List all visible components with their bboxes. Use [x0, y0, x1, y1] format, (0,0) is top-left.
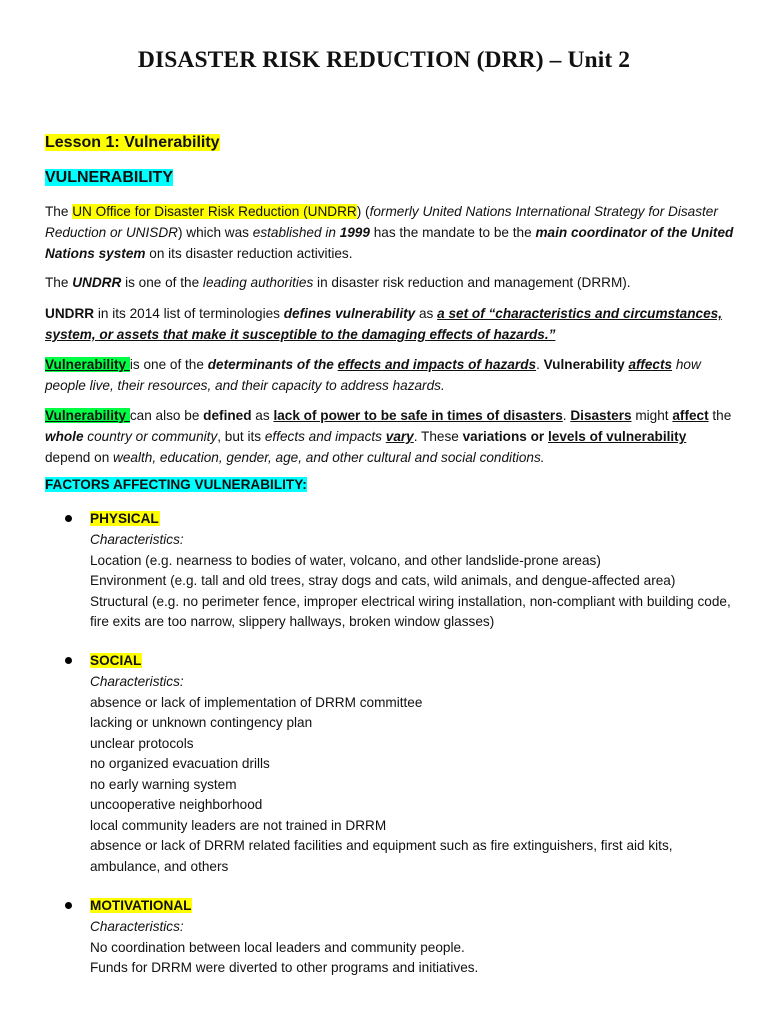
factor-physical-header: [65, 509, 735, 530]
factor-motivational-items: [90, 917, 735, 979]
list-item: no early warning system: [90, 776, 237, 792]
lesson-heading: [45, 134, 220, 152]
text-run: whole: [45, 429, 84, 444]
text-run: as: [251, 408, 274, 423]
text-run: UNDRR: [72, 275, 122, 290]
bullet-icon: [65, 515, 72, 522]
text-run: can also be: [129, 408, 204, 423]
text-run: on its disaster reduction activities.: [145, 246, 353, 261]
text-run: Vulnerability: [543, 357, 629, 372]
lesson-heading-text: Lesson 1: Vulnerability: [45, 134, 220, 151]
characteristics-label: Characteristics:: [90, 919, 184, 934]
paragraph-determinants: [45, 354, 735, 396]
paragraph-definition: [45, 303, 735, 345]
text-run: The: [45, 204, 73, 219]
list-item: Structural (e.g. no perimeter fence, improper electrical wiring installation, non-compliant with building code, fire exits are too narrow, slippery hallways, broken window glasses): [90, 593, 731, 629]
factor-physical-label: [90, 509, 160, 530]
text-run: determinants of the: [207, 357, 338, 372]
text-run: affect: [672, 408, 709, 423]
list-item: absence or lack of DRRM related facilities and equipment such as fire extinguishers, first aid kits, ambulance, and others: [90, 838, 673, 874]
text-run: a set of “characteristics and circumstances, system, or assets that make it susceptible to the damaging effects of hazards.”: [45, 306, 722, 342]
list-item: Location (e.g. nearness to bodies of water, volcano, and other landslide-prone areas): [90, 552, 601, 568]
text-run: vary: [385, 429, 414, 444]
factor-social-items: [90, 672, 735, 877]
bullet-icon: [65, 902, 72, 909]
factor-physical: [65, 509, 735, 633]
text-run: . These: [413, 429, 463, 444]
text-run: depend on: [45, 450, 114, 465]
list-item: uncooperative neighborhood: [90, 797, 263, 812]
text-run: the: [708, 408, 732, 423]
text-run: affects: [628, 357, 673, 372]
factor-label-text: PHYSICAL: [90, 511, 159, 526]
factors-heading: [45, 477, 307, 492]
characteristics-label: Characteristics:: [90, 674, 184, 689]
text-run: established in: [252, 225, 336, 240]
text-run: ) which was: [177, 225, 253, 240]
list-item: unclear protocols: [90, 735, 194, 751]
text-run: has the mandate to be the: [369, 225, 536, 240]
factor-motivational-label: [90, 896, 192, 917]
text-run: main coordinator of the United Nations system: [45, 225, 734, 261]
vulnerability-heading: [45, 169, 173, 187]
text-run: in disaster risk reduction and management (DRRM).: [313, 275, 631, 290]
paragraph-power: [45, 405, 735, 468]
list-item: Environment (e.g. tall and old trees, stray dogs and cats, wild animals, and dengue-affected area): [90, 573, 676, 588]
text-run: effects and impacts of hazards: [337, 357, 537, 372]
factor-motivational: [65, 896, 735, 979]
text-run: might: [631, 408, 673, 423]
text-run: .: [536, 357, 544, 372]
undrr-highlight: UN Office for Disaster Risk Reduction (UNDRR: [72, 204, 357, 219]
list-item: absence or lack of implementation of DRRM committee: [90, 694, 423, 710]
bullet-icon: [65, 657, 72, 664]
paragraph-undrr-authority: [45, 272, 735, 293]
list-item: local community leaders are not trained in DRRM: [90, 817, 387, 833]
text-run: effects and impacts: [264, 429, 382, 444]
text-run: defines vulnerability: [283, 306, 416, 321]
text-run: leading authorities: [202, 275, 314, 290]
text-run: is one of the: [129, 357, 208, 372]
text-run: in its 2014 list of terminologies: [94, 306, 284, 321]
text-run: defined: [203, 408, 252, 423]
text-run: formerly United Nations International Strategy for Disaster Reduction or UNISDR: [45, 204, 718, 240]
text-run: .: [562, 408, 571, 423]
factor-social-label: [90, 651, 142, 672]
factor-physical-items: [90, 530, 735, 633]
text-run: as: [415, 306, 438, 321]
text-run: UNDRR: [45, 306, 95, 321]
characteristics-label: Characteristics:: [90, 532, 184, 547]
factor-social-header: [65, 651, 735, 672]
list-item: Funds for DRRM were diverted to other programs and initiatives.: [90, 960, 479, 975]
vulnerability-heading-text: VULNERABILITY: [45, 169, 173, 186]
paragraph-undrr-intro: [45, 201, 735, 264]
text-run: Disasters: [570, 408, 632, 423]
text-run: country or community: [83, 429, 218, 444]
factor-social: [65, 651, 735, 877]
vulnerability-highlight: Vulnerability: [45, 357, 130, 372]
text-run: The: [45, 275, 73, 290]
text-run: levels of vulnerability: [548, 429, 687, 444]
factors-heading-text: FACTORS AFFECTING VULNERABILITY:: [45, 477, 307, 492]
factor-motivational-header: [65, 896, 735, 917]
document-title: DISASTER RISK REDUCTION (DRR) – Unit 2: [137, 47, 631, 73]
text-run: ) (: [356, 204, 370, 219]
vulnerability-highlight: Vulnerability: [45, 408, 130, 423]
text-run: 1999: [339, 225, 370, 240]
list-item: no organized evacuation drills: [90, 756, 270, 771]
factor-label-text: SOCIAL: [90, 653, 142, 668]
text-run: is one of the: [121, 275, 203, 290]
list-item: lacking or unknown contingency plan: [90, 715, 313, 730]
text-run: lack of power to be safe in times of disasters: [273, 408, 563, 423]
list-item: No coordination between local leaders and community people.: [90, 939, 465, 955]
text-run: , but its: [217, 429, 265, 444]
text-run: wealth, education, gender, age, and other cultural and social conditions.: [113, 450, 545, 465]
text-run: variations or: [462, 429, 548, 444]
text-run: how people live, their resources, and their capacity to address hazards.: [45, 357, 701, 393]
factor-label-text: MOTIVATIONAL: [90, 898, 192, 913]
